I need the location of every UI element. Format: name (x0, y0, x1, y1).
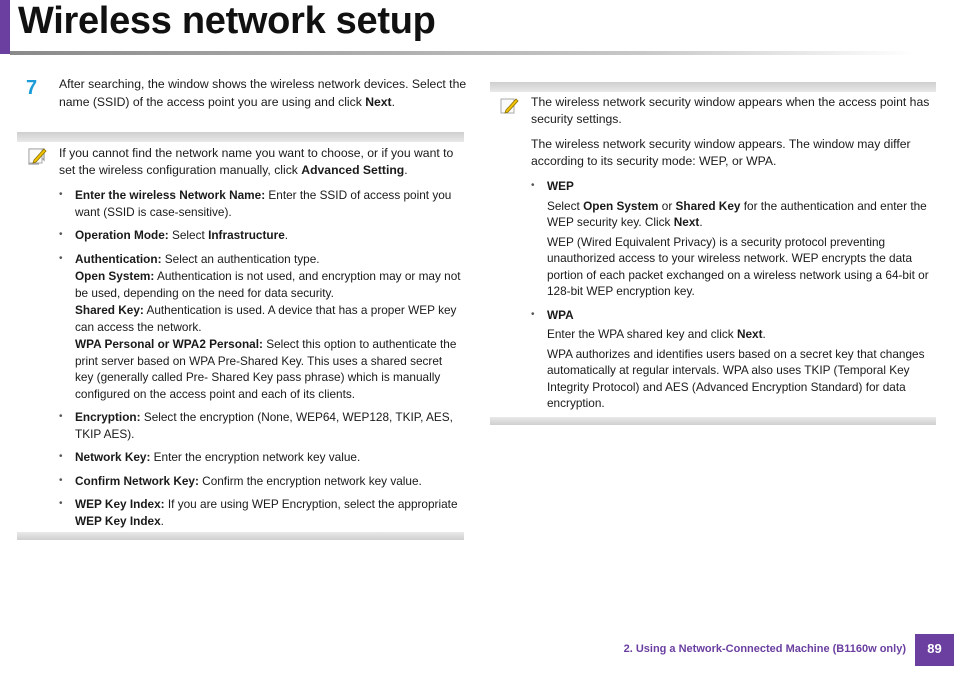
bullet: • (59, 411, 63, 422)
bullet: • (59, 229, 63, 240)
step-text: After searching, the window shows the wireless network devices. Select the name (SSID) of the access point you are using and click Next. (59, 77, 467, 109)
list-item: • Encryption: Select the encryption (None, WEP64, WEP128, TKIP, AES, TKIP AES). (59, 410, 453, 441)
list-item: • WEP Key Index: If you are using WEP Encryption, select the appropriate WEP Key Index. (59, 497, 458, 528)
bullet: • (59, 189, 63, 200)
page-title: Wireless network setup (18, 0, 436, 42)
security-mode-list (531, 178, 935, 412)
note-pencil-icon (498, 95, 520, 117)
right-note-p2: The wireless network security window appears. The window may differ according to its security mode: WEP, or WPA. (531, 137, 911, 168)
note-top-bar (490, 82, 936, 92)
auth-shared-key: Shared Key: Authentication is used. A device that has a proper WEP key can access the network. (75, 303, 457, 334)
header-accent-bar (0, 0, 10, 54)
bullet: • (59, 474, 63, 486)
list-item-wep: • WEP Select Open System or Shared Key for the authentication and enter the WEP security key. Click Next. WEP (Wired Equivalent Privacy) is a security protocol preventing unauthorized access to your wireless network. WEP encrypts the data portion of each packet exchanged on a wireless network using a 64-bit or 128-bit WEP encryption key. (531, 178, 935, 300)
note-bottom-bar (490, 417, 936, 425)
note-top-bar (17, 132, 464, 142)
bullet: • (531, 180, 535, 191)
step-number: 7 (26, 77, 38, 99)
bullet: • (59, 252, 63, 264)
auth-wpa-personal: WPA Personal or WPA2 Personal: Select this option to authenticate the print server based on WPA Pre-Shared Key. This uses a shared secret key (generally called Pre- Shared Key pass phrase) which is manually configured on the access point and each of its clients. (75, 337, 457, 401)
list-item: • Enter the wireless Network Name: Enter the SSID of access point you want (SSID is case-sensitive). (59, 188, 452, 219)
left-note-intro: If you cannot find the network name you want to choose, or if you want to set the wireless configuration manually, click Advanced Setting. (59, 146, 454, 177)
title-divider (10, 51, 915, 55)
note-bottom-bar (17, 532, 464, 540)
footer-chapter: 2. Using a Network-Connected Machine (B1160w only) (623, 643, 906, 655)
bullet: • (531, 308, 535, 320)
list-item: • Operation Mode: Select Infrastructure. (59, 228, 289, 242)
page-number: 89 (915, 634, 954, 666)
left-note-body (59, 145, 461, 536)
right-note-box (490, 82, 936, 425)
bullet: • (59, 498, 63, 509)
auth-open-system: Open System: Authentication is not used, and encryption may or may not be used, depending on the need for data security. (75, 269, 461, 300)
list-item: • Confirm Network Key: Confirm the encryption network key value. (59, 473, 422, 488)
bullet: • (59, 451, 63, 462)
note-pencil-icon (26, 145, 48, 167)
list-item: • Network Key: Enter the encryption network key value. (59, 450, 361, 464)
wep-description: WEP (Wired Equivalent Privacy) is a security protocol preventing unauthorized access to your wireless network. WEP encrypts the data portion of each packet exchanged on a wireless network using a 64-bit or 128-bit WEP encryption key. (547, 234, 929, 298)
right-note-p1: The wireless network security window appears when the access point has security settings. (531, 95, 930, 126)
list-item: • Authentication: Select an authentication type. Open System: Authentication is not used, and encryption may or may not be used, depending on the need for data security. Shared Key: Authentication is used. A device that has a proper WEP key can access the network. WPA Personal or WPA2 Personal: Select this option to authenticate the print server based on WPA Pre-Shared Key. This uses a shared secret key (generally called Pre- Shared Key pass phrase) which is manually configured on the access point and each of its clients. (59, 251, 461, 401)
right-note-body (531, 94, 935, 419)
list-item-wpa: • WPA Enter the WPA shared key and click Next. WPA authorizes and identifies users based on a secret key that changes automatically at regular intervals. WPA also uses TKIP (Temporal Key Integrity Protocol) and AES (Advanced Encryption Standard) for data encryption. (531, 307, 935, 412)
wpa-instructions: Enter the WPA shared key and click Next. (547, 327, 766, 341)
wep-instructions: Select Open System or Shared Key for the authentication and enter the WEP security key. Click Next. (547, 198, 927, 229)
wpa-description: WPA authorizes and identifies users based on a secret key that changes automatically at regular intervals. WPA also uses TKIP (Temporal Key Integrity Protocol) and AES (Advanced Encryption Standard) for data encryption. (547, 346, 925, 410)
left-note-box (17, 132, 464, 540)
settings-list (59, 187, 461, 529)
